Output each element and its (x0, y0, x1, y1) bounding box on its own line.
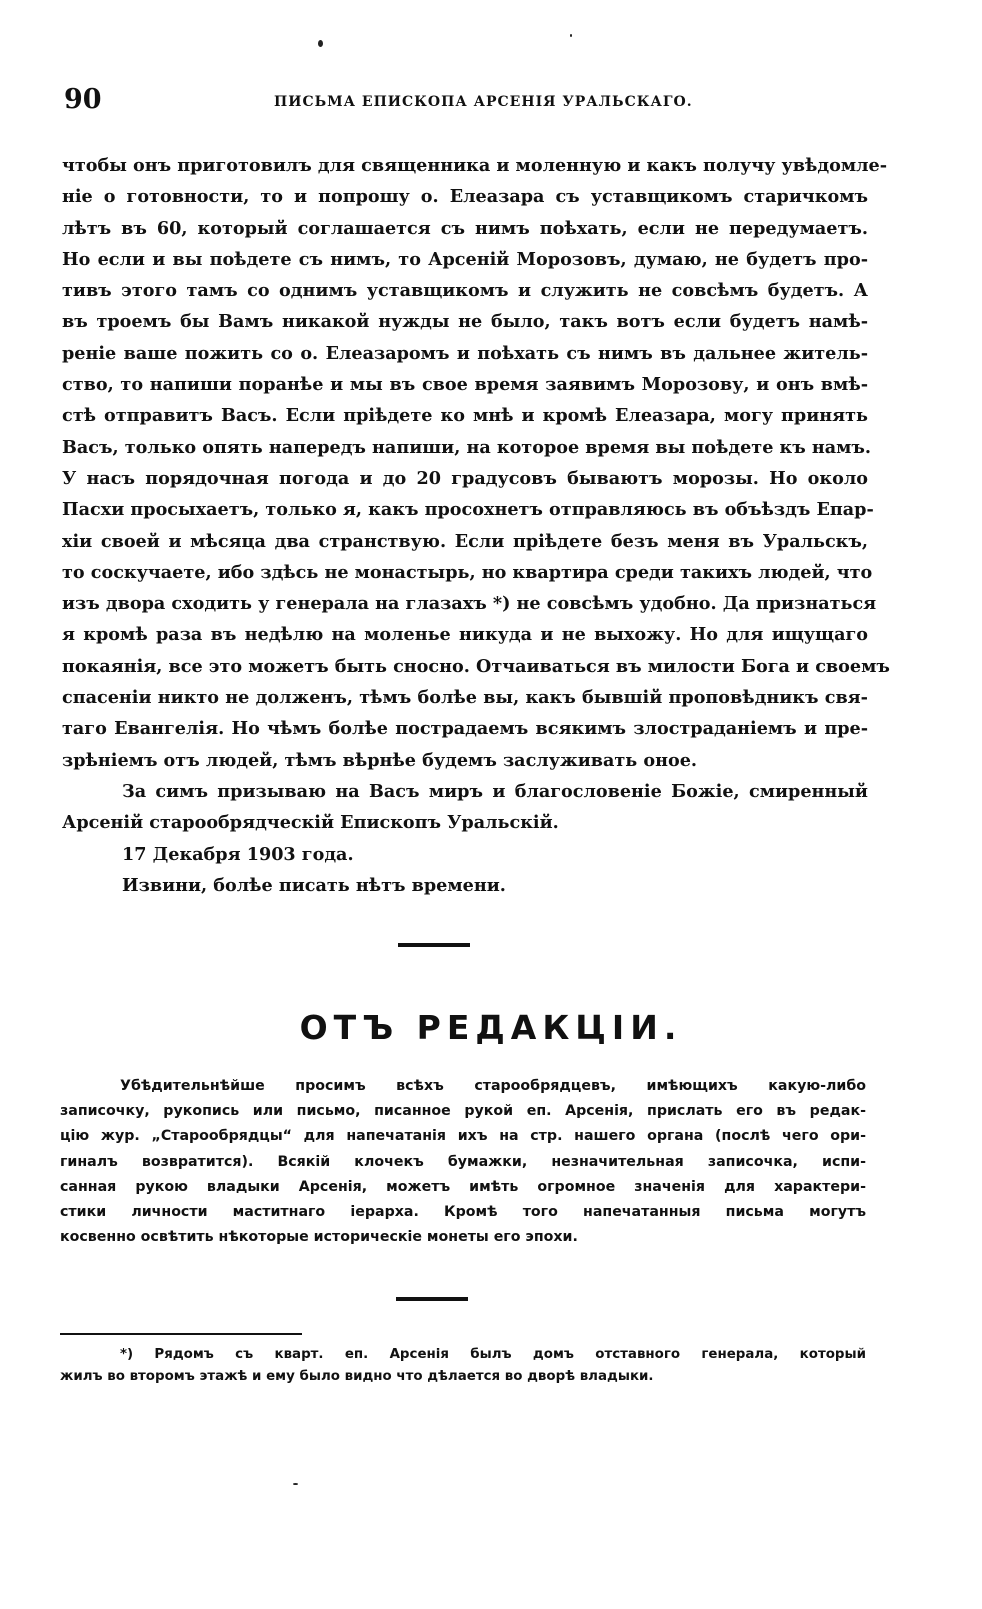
footnote-separator (60, 1333, 302, 1335)
letter-line: ство, то напиши поранѣе и мы въ свое время заявимъ Морозову, и онъ вмѣ- (62, 374, 868, 396)
editorial-title: ОТЪ РЕДАКЦІИ. (299, 1008, 683, 1047)
ink-speck (570, 34, 572, 37)
page-number: 90 (64, 84, 102, 115)
footnote-line: жилъ во второмъ этажѣ и ему было видно что дѣлается во дворѣ владыки. (60, 1369, 654, 1384)
ink-speck (318, 40, 323, 47)
letter-line: я кромѣ раза въ недѣлю на моленье никуда и не выхожу. Но для ищущаго (62, 624, 868, 646)
letter-line: тивъ этого тамъ со однимъ уставщикомъ и служить не совсѣмъ будетъ. А (62, 280, 868, 302)
running-title: ПИСЬМА ЕПИСКОПА АРСЕНІЯ УРАЛЬСКАГО. (274, 94, 693, 110)
letter-line: Но если и вы поѣдете съ нимъ, то Арсеній Морозовъ, думаю, не будетъ про- (62, 248, 868, 270)
letter-line: лѣтъ въ 60, который соглашается съ нимъ поѣхать, если не передумаетъ. (62, 217, 868, 239)
letter-line: ніе о готовности, то и попрошу о. Елеазара съ уставщикомъ старичкомъ (62, 186, 868, 208)
letter-line: стѣ отправитъ Васъ. Если пріѣдете ко мнѣ и кромѣ Елеазара, могу принять (62, 405, 868, 427)
letter-postscript: Извини, болѣе писать нѣтъ времени. (122, 874, 506, 896)
letter-line: зрѣніемъ отъ людей, тѣмъ вѣрнѣе будемъ заслуживать оное. (62, 749, 698, 771)
letter-line: Пасхи просыхаетъ, только я, какъ просохнетъ отправляюсь въ объѣздъ Епар- (62, 499, 874, 521)
letter-signature: Арсеній старообрядческій Епископъ Уральскій. (62, 812, 559, 834)
letter-line: У насъ порядочная погода и до 20 градусовъ бываютъ морозы. Но около (62, 467, 868, 489)
editorial-line: гиналъ возвратится). Всякій клочекъ бумажки, незначительная записочка, испи- (60, 1153, 866, 1170)
editorial-line: стики личности маститнаго іерарха. Кромѣ того напечатанныя письма могутъ (60, 1203, 866, 1220)
letter-body (62, 150, 890, 901)
letter-line: въ троемъ бы Вамъ никакой нужды не было, такъ вотъ если будетъ намѣ- (62, 311, 868, 333)
section-divider-top (398, 943, 470, 947)
editorial-notice (60, 1074, 866, 1250)
letter-line: то соскучаете, ибо здѣсь не монастырь, но квартира среди такихъ людей, что (62, 561, 873, 583)
page-header (64, 84, 904, 120)
letter-line: изъ двора сходить у генерала на глазахъ *) не совсѣмъ удобно. Да признаться (62, 593, 877, 615)
letter-closing-line: За симъ призываю на Васъ миръ и благословеніе Божіе, смиренный (122, 780, 868, 802)
letter-line: чтобы онъ приготовилъ для священника и моленную и какъ получу увѣдомле- (62, 155, 888, 176)
editorial-line: Убѣдительнѣйше просимъ всѣхъ старообрядцевъ, имѣющихъ какую-либо (120, 1078, 866, 1094)
footnote-line: *) Рядомъ съ кварт. еп. Арсенія былъ домъ отставного генерала, который (120, 1347, 866, 1362)
editorial-line: косвенно освѣтить нѣкоторые историческіе монеты его эпохи. (60, 1229, 578, 1246)
letter-line: таго Евангелія. Но чѣмъ болѣе пострадаемъ всякимъ злостраданіемъ и пре- (62, 718, 868, 740)
section-divider-bottom (396, 1297, 468, 1301)
letter-line: хіи своей и мѣсяца два странствую. Если пріѣдете безъ меня въ Уральскъ, (62, 530, 868, 552)
letter-line: покаянія, все это можетъ быть сносно. Отчаиваться въ милости Бога и своемъ (62, 655, 890, 677)
editorial-line: санная рукою владыки Арсенія, можетъ имѣть огромное значенія для характери- (60, 1178, 866, 1195)
letter-line: спасеніи никто не долженъ, тѣмъ болѣе вы, какъ бывшій проповѣдникъ свя- (62, 687, 868, 709)
footnote (60, 1344, 866, 1388)
letter-date: 17 Декабря 1903 года. (122, 843, 354, 865)
editorial-line: записочку, рукопись или письмо, писанное рукой еп. Арсенія, прислать его въ редак- (60, 1103, 866, 1120)
ink-speck (293, 1483, 298, 1485)
editorial-line: цію жур. „Старообрядцы“ для напечатанія ихъ на стр. нашего органа (послѣ чего ори- (60, 1128, 866, 1145)
letter-line: реніе ваше пожить со о. Елеазаромъ и поѣхать съ нимъ въ дальнее житель- (62, 342, 868, 364)
letter-line: Васъ, только опять напередъ напиши, на которое время вы поѣдете къ намъ. (62, 436, 872, 458)
